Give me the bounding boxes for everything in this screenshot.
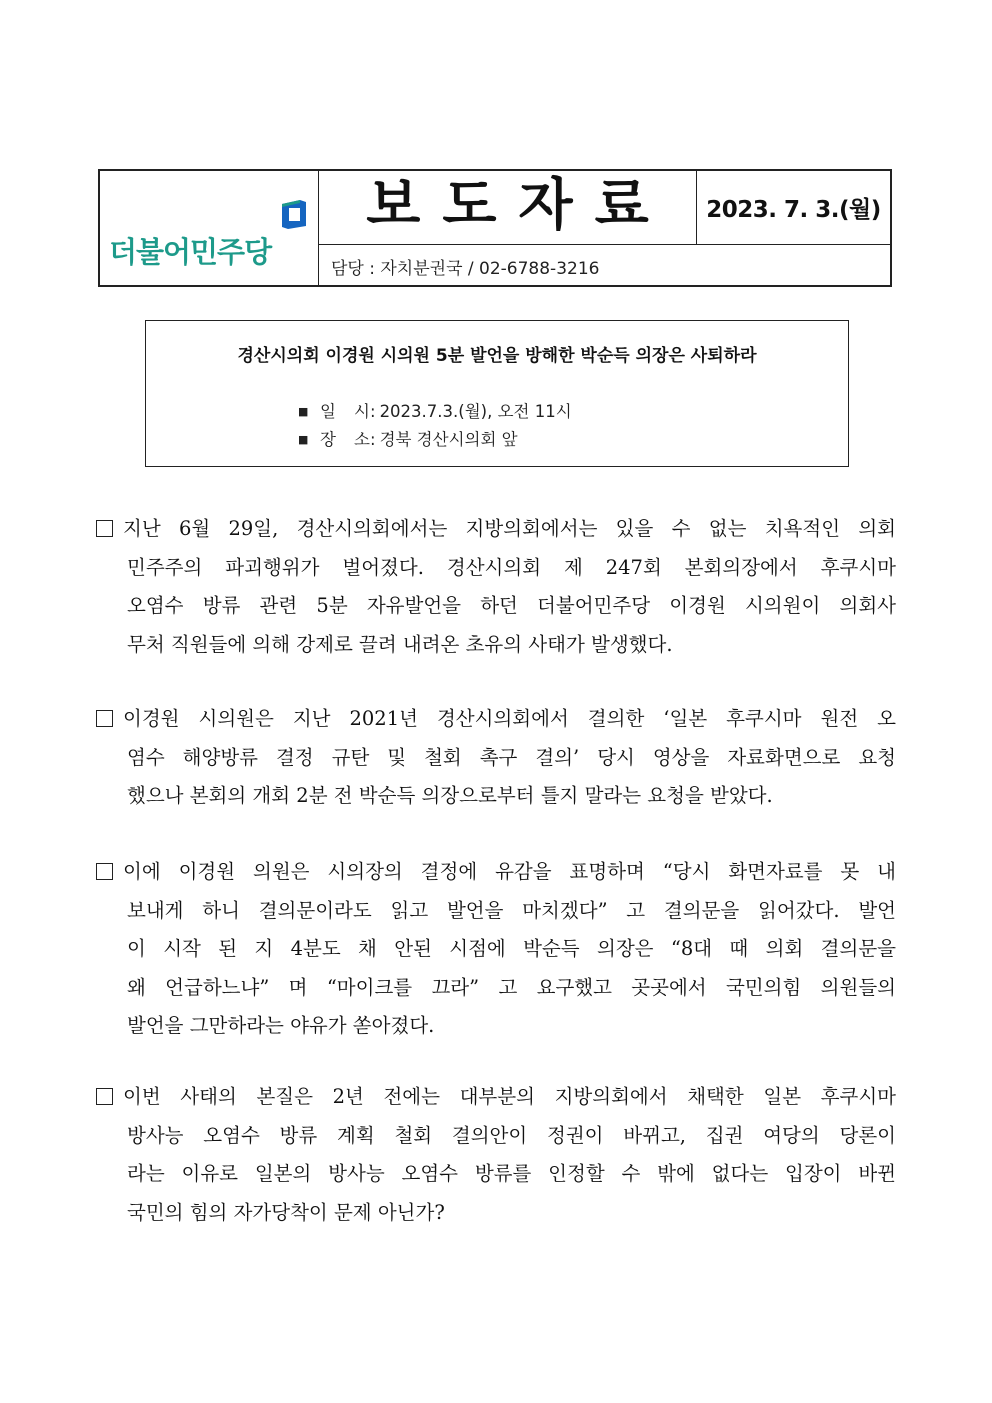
checkbox-bullet-icon xyxy=(96,520,113,537)
paragraph-line: 왜 언급하느냐” 며 “마이크를 끄라” 고 요구했고 곳곳에서 국민의힘 의원들의 xyxy=(127,975,896,999)
paragraph-line: 지난 6월 29일, 경산시의회에서는 지방의회에서는 있을 수 없는 치욕적인 의회 xyxy=(96,510,896,549)
checkbox-bullet-icon xyxy=(96,1088,113,1105)
checkbox-bullet-icon xyxy=(96,710,113,727)
paragraph-line: 무처 직원들에 의해 강제로 끌려 내려온 초유의 사태가 발생했다. xyxy=(127,632,673,656)
info-label: 일 시 xyxy=(320,402,370,421)
paragraph-line: 염수 해양방류 결정 규탄 및 철회 촉구 결의’ 당시 영상을 자료화면으로 요청 xyxy=(127,745,896,769)
party-logo-icon xyxy=(279,198,309,230)
info-row-place: ■ 장 소: 경북 경산시의회 앞 xyxy=(298,426,518,450)
info-row-time: ■ 일 시: 2023.7.3.(월), 오전 11시 xyxy=(298,398,572,422)
body-paragraph xyxy=(96,700,896,816)
body-paragraph xyxy=(96,1078,896,1232)
press-release-header xyxy=(98,169,892,287)
party-logo-cell xyxy=(100,171,319,285)
paragraph-line: 민주주의 파괴행위가 벌어졌다. 경산시의회 제 247회 본회의장에서 후쿠시마 xyxy=(127,555,896,579)
paragraph-line: 이경원 시의원은 지난 2021년 경산시의회에서 결의한 ‘일본 후쿠시마 원전 오 xyxy=(96,700,896,739)
paragraph-line: 국민의 힘의 자가당착이 문제 아닌가? xyxy=(127,1200,445,1224)
paragraph-line: 보내게 하니 결의문이라도 읽고 발언을 마치겠다” 고 결의문을 읽어갔다. 발언 xyxy=(127,898,896,922)
square-bullet-icon: ■ xyxy=(298,433,309,446)
headline: 경산시의회 이경원 시의원 5분 발언을 방해한 박순득 의장은 사퇴하라 xyxy=(237,346,757,366)
contact-info: 담당 : 자치분권국 / 02-6788-3216 xyxy=(331,259,600,279)
paragraph-line: 오염수 방류 관련 5분 자유발언을 하던 더불어민주당 이경원 시의원이 의회사 xyxy=(127,594,896,617)
paragraph-line: 방사능 오염수 방류 계획 철회 결의안이 정권이 바뀌고, 집권 여당의 당론이 xyxy=(127,1123,896,1147)
summary-box xyxy=(145,320,849,467)
body-paragraph xyxy=(96,510,896,664)
paragraph-line: 이에 이경원 의원은 시의장의 결정에 유감을 표명하며 “당시 화면자료를 못 내 xyxy=(96,853,896,892)
info-value: 2023.7.3.(월), 오전 11시 xyxy=(379,402,572,421)
date-cell xyxy=(697,171,890,245)
contact-cell xyxy=(319,245,890,285)
release-date: 2023. 7. 3.(월) xyxy=(706,197,881,223)
paragraph-line: 했으나 본회의 개회 2분 전 박순득 의장으로부터 틀지 말라는 요청을 받았다. xyxy=(127,784,773,807)
paragraph-line: 라는 이유로 일본의 방사능 오염수 방류를 인정할 수 밖에 없다는 입장이 바뀐 xyxy=(127,1162,896,1185)
title-cell xyxy=(319,171,697,245)
info-label: 장 소 xyxy=(320,430,370,449)
paragraph-line: 이 시작 된 지 4분도 채 안된 시점에 박순득 의장은 “8대 때 의회 결의문을 xyxy=(127,937,896,960)
info-value: 경북 경산시의회 앞 xyxy=(379,430,518,449)
body-paragraph xyxy=(96,853,896,1046)
paragraph-line: 이번 사태의 본질은 2년 전에는 대부분의 지방의회에서 채택한 일본 후쿠시마 xyxy=(96,1078,896,1117)
party-logo-text: 더불어민주당 xyxy=(109,235,272,269)
page-title: 보도자료 xyxy=(366,173,671,238)
checkbox-bullet-icon xyxy=(96,863,113,880)
square-bullet-icon: ■ xyxy=(298,405,309,418)
paragraph-line: 발언을 그만하라는 야유가 쏟아졌다. xyxy=(127,1014,435,1037)
